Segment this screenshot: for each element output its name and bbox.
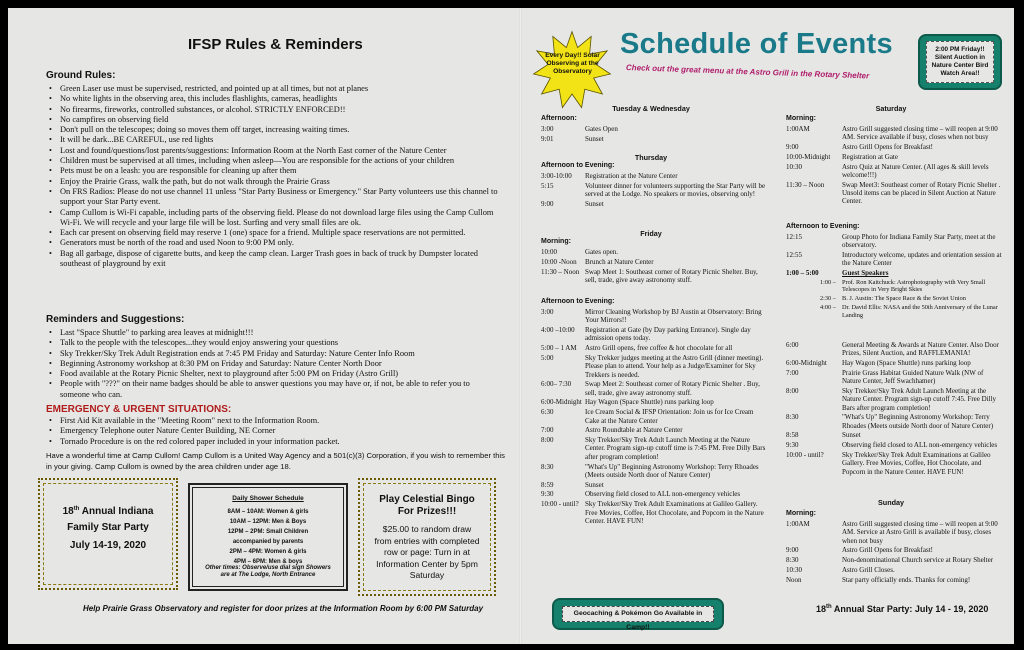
fri-evening-label: Afternoon to Evening: xyxy=(541,298,615,305)
event-description: Sky Trekker/Sky Trek Adult Launch Meeting at the Nature Center. Program sign-up cutoff time is 7:45 PM. Free Dilly Bars after program completion! xyxy=(585,436,766,461)
shower-row: 10AM – 12PM: Men & Boys xyxy=(229,519,307,525)
event-time: 6:00-Midnight xyxy=(541,398,582,407)
event-time: 9:30 xyxy=(541,490,554,499)
event-description: Introductory welcome, updates and orientation session at the Nature Center xyxy=(842,251,1002,268)
shower-row: 8AM – 10AM: Women & girls xyxy=(227,509,309,515)
guest-speakers-time: 1:00 – 5:00 xyxy=(786,269,819,277)
star-party-dates: 18th Annual Star Party: July 14 - 19, 2020 xyxy=(816,604,989,614)
event-description: Star party officially ends. Thanks for coming! xyxy=(842,575,971,584)
event-description: Swap Meet3: Southeast corner of Rotary Picnic Shelter . Unsold items can be placed in Silent Auction at Nature Center. xyxy=(842,180,1001,206)
event-time: 4:00 –10:00 xyxy=(541,326,575,335)
event-time: 11:30 – Noon xyxy=(541,267,580,276)
event-time: 11:30 – Noon xyxy=(786,180,825,189)
event-time: 3:00-10:00 xyxy=(541,172,572,180)
event-description: Sunset xyxy=(585,134,604,143)
ground-rule-item: • Green Laser use must be supervised, restricted, and pointed up at all times, but not at planes xyxy=(46,84,501,94)
page-fold xyxy=(519,8,522,644)
event-description: Astro Grill Opens for Breakfast! xyxy=(842,546,933,555)
guest-speakers-row xyxy=(786,269,1004,279)
silent-auction-billboard xyxy=(920,36,1000,88)
emergency-item: • Tornado Procedure is on the red colored paper included in your information packet. xyxy=(46,437,501,447)
event-description: Sunset xyxy=(842,431,861,440)
event-time: 9:00 xyxy=(786,546,799,555)
event-time: 10:00 xyxy=(541,248,557,256)
ground-rule-item: • Don't pull on the telescopes; doing so moves them off target, increasing waiting times. xyxy=(46,125,501,135)
door-prize-footer: Help Prairie Grass Observatory and register for door prizes at the Information Room by 6:00 PM Saturday xyxy=(82,604,484,613)
event-description: Astro Quiz at Nature Center. (All ages & skill levels welcome!!!) xyxy=(842,162,989,179)
event-time: 8:30 xyxy=(786,413,799,422)
event-time: 7:00 xyxy=(786,368,799,377)
star-party-box-line1: 18th Annual Indiana xyxy=(62,506,154,518)
shower-row: 4PM – 6PM: Men & boys xyxy=(233,559,303,565)
event-description: Registration at Gate (by Day parking Entrance). Single day admission opens today. xyxy=(585,326,751,343)
event-description: Astro Grill Opens for Breakfast! xyxy=(842,143,933,152)
ground-rules-heading: Ground Rules: xyxy=(46,70,116,81)
shower-row: 12PM – 2PM: Small Children xyxy=(227,529,309,535)
tue-afternoon-label: Afternoon: xyxy=(541,115,577,122)
event-time: 8:30 xyxy=(541,462,554,471)
flyer-sheet xyxy=(8,8,1014,644)
sun-morning-label: Morning: xyxy=(786,510,816,517)
event-description: Non-denominational Church service at Rotary Shelter xyxy=(842,556,994,565)
event-time: 9:00 xyxy=(541,199,554,208)
event-description: Astro Grill suggested closing time – will reopen at 9:00 AM. Service at Astro Grill is available if busy, closes when not busy xyxy=(842,520,998,545)
ground-rule-item: • Lost and found/questions/lost parents/suggestions: Information Room at the North East corner of the Nature Center xyxy=(46,146,501,156)
ground-rule-item: • Bag all garbage, dispose of cigarette butts, and keep the camp clean. Larger Trash goes in back of truck by Dumpster located southeast of playground by exit xyxy=(46,249,501,270)
event-description: Observing field closed to ALL non-emergency vehicles xyxy=(585,490,741,499)
event-description: Sky Trekker/Sky Trek Adult Examinations at Galileo Gallery. Free Movies, Coffee, Hot Chocolate, and Popcorn in the Nature Center. HAVE FUN! xyxy=(585,500,764,525)
ground-rule-item: • No firearms, fireworks, controlled substances, or alcohol. STRICTLY ENFORCED!! xyxy=(46,105,501,115)
event-time: 4:00 – xyxy=(820,304,836,312)
event-description: Sky Trekker/Sky Trek Adult Launch Meeting at the Nature Center. Program sign-up cutoff 7:45. Free Dilly Bars after program completion! xyxy=(842,386,997,412)
event-time: 8:59 xyxy=(541,480,554,489)
reminders-heading: Reminders and Suggestions: xyxy=(46,314,185,325)
event-description: Volunteer dinner for volunteers supporting the Star Party will be served at the Lodge. No speakers or movies, observing only! xyxy=(585,181,766,199)
event-description: Brunch at Nature Center xyxy=(585,257,654,266)
ground-rule-item: • On FRS Radios: Please do not use channel 11 unless "Star Party Business or Emergency." Star Party volunteers use this channel to support your Star Party event. xyxy=(46,187,501,208)
day-saturday: Saturday xyxy=(875,104,907,113)
event-description: Hay Wagon (Space Shuttle) runs parking loop xyxy=(585,398,714,407)
star-party-box xyxy=(38,478,178,590)
event-description: Swap Meet 1: Southeast corner of Rotary Picnic Shelter. Buy, sell, trade, give away astronomy stuff. xyxy=(585,267,758,284)
ground-rule-item: • No white lights in the observing area, this includes flashlights, cameras, headlights xyxy=(46,94,501,104)
guest-speakers-heading: Guest Speakers xyxy=(842,269,889,277)
shower-row: accompanied by parents xyxy=(232,539,304,545)
bingo-body: $25.00 to random draw from entries with completed row or page: Turn in at Information Center by 5pm Saturday xyxy=(374,524,480,580)
geocaching-text: Geocaching & Pokémon Go Available in Camp!! xyxy=(562,606,714,622)
ground-rule-item: • No campfires on observing field xyxy=(46,115,501,125)
sat-morning-label: Morning: xyxy=(786,115,816,122)
event-time: 5:00 – 1 AM xyxy=(541,344,577,353)
event-time: 6:00-Midnight xyxy=(786,359,827,368)
event-time: 3:00 xyxy=(541,125,554,133)
event-time: 6:30 xyxy=(541,408,554,417)
schedule-subtitle: Check out the great menu at the Astro Grill in the Rotary Shelter xyxy=(625,63,870,81)
event-description: Gates open. xyxy=(585,248,619,256)
rules-title: IFSP Rules & Reminders xyxy=(188,36,363,53)
reminder-item: • Last "Space Shuttle" to parking area leaves at midnight!!! xyxy=(46,328,501,338)
reminder-item: • Talk to the people with the telescopes...they would enjoy answering your questions xyxy=(46,338,501,348)
emergency-item: • Emergency Telephone outer Nature Center Building, NE Corner xyxy=(46,426,501,436)
event-description: "What's Up" Beginning Astronomy Workshop: Terry Rhoades (Meets outside North door of Nature Center) xyxy=(585,462,759,479)
shower-schedule-note: Other times: Observe/use dial sign Showers are at The Lodge, North Entrance xyxy=(205,565,331,578)
shower-schedule-title: Daily Shower Schedule xyxy=(232,495,304,502)
camp-cullom-note: Have a wonderful time at Camp Cullom! Camp Cullom is a United Way Agency and a 501(c)(3) Corporation, if you wish to remember this in your giving. Camp Cullom is owned by the area children under age 18. xyxy=(46,451,505,471)
shower-row: 2PM – 4PM: Women & girls xyxy=(229,549,307,555)
event-time: 12:55 xyxy=(786,251,802,260)
schedule-title: Schedule of Events xyxy=(620,28,893,60)
event-description: Sunset xyxy=(585,199,604,208)
star-party-box-line2: Family Star Party xyxy=(67,522,149,533)
event-time: 2:30 – xyxy=(820,295,836,303)
star-party-box-dates: July 14-19, 2020 xyxy=(69,540,147,551)
ground-rule-item: • Pets must be on a leash: you are responsible for cleaning up after them xyxy=(46,166,501,176)
event-time: 10:00 -Noon xyxy=(541,257,577,266)
ground-rule-item: • Children must be supervised at all times, including when asleep—You are responsible for the actions of your children xyxy=(46,156,501,166)
event-description: Astro Roundtable at Nature Center xyxy=(585,426,683,435)
event-description: Ice Cream Social & IFSP Orientation: Join us for Ice Cream Cake at the Nature Center xyxy=(585,408,754,425)
solar-observing-text: Every Day!! Solar Observing at the Observatory xyxy=(545,52,600,75)
day-sunday: Sunday xyxy=(878,498,904,507)
fri-morning-label: Morning: xyxy=(541,238,571,245)
emergency-list xyxy=(46,416,501,447)
silent-auction-text: 2:00 PM Friday!! Silent Auction in Nature Center Bird Watch Area!! xyxy=(926,41,994,83)
reminders-list xyxy=(46,328,501,400)
event-time: 3:00 xyxy=(541,308,554,316)
event-time: 12:15 xyxy=(786,233,802,241)
event-description: Hay Wagon (Space Shuttle) runs parking loop xyxy=(842,359,971,368)
event-time: 10:00 - until? xyxy=(541,500,579,509)
event-description: General Meeting & Awards at Nature Center. Also Door Prizes, Silent Auction, and RAFFLEMANIA! xyxy=(842,341,1000,358)
event-description: Group Photo for Indiana Family Star Party, meet at the observatory. xyxy=(842,233,996,250)
event-description: Sky Trekker/Sky Trek Adult Examinations at Galileo Gallery. Free Movies, Coffee, Hot Chocolate, and Popcorn in the Nature Center. HAVE FUN! xyxy=(842,451,991,476)
event-description: Gates Open xyxy=(585,125,618,133)
bingo-box xyxy=(358,478,496,596)
event-time: 5:15 xyxy=(541,181,554,190)
event-description: Prairie Grass Habitat Guided Nature Walk (NW of Nature Center, Jeff Swachhamer) xyxy=(842,368,984,386)
event-time: 10:00-Midnight xyxy=(786,152,831,161)
event-time: 10:30 xyxy=(786,162,802,171)
geocaching-banner xyxy=(554,600,722,631)
event-description: Sunset xyxy=(585,480,604,489)
event-time: 9:00 xyxy=(786,143,799,152)
event-description: Observing field closed to ALL non-emergency vehicles xyxy=(842,441,998,450)
event-time: 8:58 xyxy=(786,431,799,440)
thu-afternoon-label: Afternoon to Evening: xyxy=(541,162,615,169)
event-description: Registration at Gate xyxy=(842,152,898,161)
emergency-item: • First Aid Kit available in the "Meeting Room" next to the Information Room. xyxy=(46,416,501,426)
ground-rule-item: • Enjoy the Prairie Grass, walk the path, but do not walk through the Prairie Grass xyxy=(46,177,501,187)
ground-rule-item: • Generators must be north of the road and used Noon to 9:00 PM only. xyxy=(46,238,501,248)
event-time: 1:00 – xyxy=(820,279,836,286)
event-description: Sky Trekker judges meeting at the Astro Grill (dinner meeting). Please plan to attend. Your help as a Judge/Examiner for Sky Trekkers is needed. xyxy=(585,353,764,379)
event-description: Registration at the Nature Center xyxy=(585,172,678,180)
shower-schedule-rows xyxy=(190,507,346,567)
shower-schedule-box xyxy=(188,483,348,591)
ground-rule-item: • It will be dark...BE CAREFUL, use red lights xyxy=(46,135,501,145)
event-time: 9:01 xyxy=(541,134,554,143)
event-time: 1:00AM xyxy=(786,520,810,528)
emergency-heading: EMERGENCY & URGENT SITUATIONS: xyxy=(46,404,232,415)
bingo-title: Play Celestial Bingo For Prizes!!! xyxy=(379,494,475,517)
event-description: Prof. Ron Kaitchuck: Astrophotography with Very Small Telescopes in Very Bright Skies xyxy=(842,279,986,294)
event-time: 5:00 xyxy=(541,353,554,362)
ground-rule-item: • Each car present on observing field may reserve 1 (one) space for a friend. Multiple space reservations are not permitted. xyxy=(46,228,501,238)
event-time: 9:30 xyxy=(786,441,799,450)
event-description: "What's Up" Beginning Astronomy Workshop: Terry Rhoades (Meets outside North door of Nature Center) xyxy=(842,413,994,430)
event-description: Astro Grill Closes. xyxy=(842,565,895,574)
event-time: 10:30 xyxy=(786,565,802,574)
event-description: B. J. Austin: The Space Race & the Soviet Union xyxy=(842,295,966,303)
event-description: Astro Grill opens, free coffee & hot chocolate for all xyxy=(585,344,733,353)
event-time: 8:00 xyxy=(786,386,799,395)
day-friday: Friday xyxy=(640,229,662,238)
event-time: 1:00AM xyxy=(786,125,810,133)
event-description: Swap Meet 2: Southeast corner of Rotary Picnic Shelter . Buy, sell, trade, give away astronomy stuff. xyxy=(585,380,760,397)
ground-rule-item: • Camp Cullom is Wi-Fi capable, including parts of the observing field. Please do not download large files using the Camp Cullom Wi-Fi. We will recycle and your large file will be lost. Surfing and very small files are ok. xyxy=(46,208,501,229)
reminder-item: • Sky Trekker/Sky Trek Adult Registration ends at 7:45 PM Friday and Saturday: Nature Center Info Room xyxy=(46,349,501,359)
event-description: Dr. David Ellis: NASA and the 50th Anniversary of the Lunar Landing xyxy=(842,304,998,319)
event-description: Astro Grill suggested closing time – will reopen at 9:00 AM. Service available if busy, closes when not busy xyxy=(842,125,998,142)
reminder-item: • Food available at the Rotary Picnic Shelter, next to playground after 5:00 PM on Friday (Astro Grill) xyxy=(46,369,501,379)
event-time: 8:00 xyxy=(541,436,554,445)
ground-rules-list xyxy=(46,84,501,269)
event-time: 6:00– 7:30 xyxy=(541,380,572,389)
event-time: Noon xyxy=(786,575,802,584)
event-time: 7:00 xyxy=(541,426,554,435)
day-tue-wed: Tuesday & Wednesday xyxy=(612,104,690,113)
event-time: 10:00 - until? xyxy=(786,451,824,460)
event-description: Mirror Cleaning Workshop by BJ Austin at Observatory: Bring Your Mirrors!! xyxy=(585,308,762,325)
reminder-item: • People with "???" on their name badges should be able to answer questions you may have or, if not, be able to refer you to someone who can. xyxy=(46,379,501,400)
event-time: 8:30 xyxy=(786,556,799,565)
reminder-item: • Beginning Astronomy workshop at 8:30 PM on Friday and Saturday: Nature Center North Door xyxy=(46,359,501,369)
event-time: 6:00 xyxy=(786,341,799,349)
sat-afternoon-label: Afternoon to Evening: xyxy=(786,223,860,230)
day-thursday: Thursday xyxy=(634,153,668,162)
